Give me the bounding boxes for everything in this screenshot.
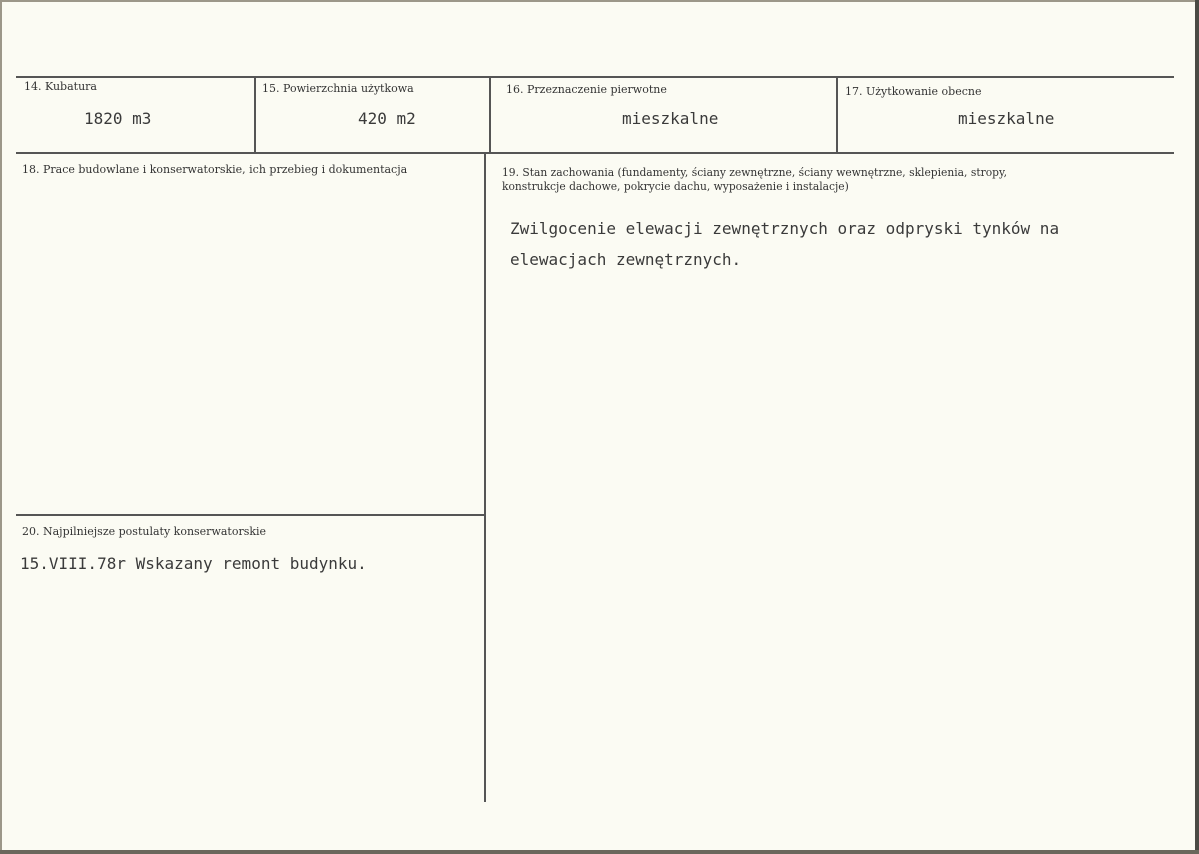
top-rule: [16, 76, 1174, 78]
uzytkowanie-value: mieszkalne: [958, 109, 1055, 128]
uzytkowanie-label: 17. Użytkowanie obecne: [845, 85, 982, 98]
divider-15-16: [489, 78, 491, 152]
card-edge-bottom: [0, 850, 1199, 854]
postulaty-text: 15.VIII.78r Wskazany remont budynku.: [20, 554, 367, 573]
card-edge-right: [1195, 0, 1199, 854]
divider-16-17: [836, 78, 838, 152]
stan-label-line1: 19. Stan zachowania (fundamenty, ściany zewnętrzne, ściany wewnętrzne, sklepienia, stropy,: [502, 166, 1008, 179]
kubatura-label: 14. Kubatura: [24, 80, 97, 93]
section-rule: [16, 514, 486, 516]
kubatura-value: 1820 m3: [84, 109, 152, 128]
row-rule: [16, 152, 1174, 154]
postulaty-label: 20. Najpilniejsze postulaty konserwatorskie: [22, 525, 267, 538]
powierzchnia-value: 420 m2: [358, 109, 416, 128]
record-card: [2, 2, 1195, 850]
prace-label: 18. Prace budowlane i konserwatorskie, ich przebieg i dokumentacja: [22, 163, 408, 176]
divider-14-15: [254, 78, 256, 152]
przeznaczenie-label: 16. Przeznaczenie pierwotne: [506, 83, 667, 96]
stan-label-line2: konstrukcje dachowe, pokrycie dachu, wyposażenie i instalacje): [502, 180, 849, 193]
stan-text-line1: Zwilgocenie elewacji zewnętrznych oraz odpryski tynków na: [510, 219, 1060, 238]
przeznaczenie-value: mieszkalne: [622, 109, 719, 128]
divider-left-right: [484, 154, 486, 802]
powierzchnia-label: 15. Powierzchnia użytkowa: [262, 82, 414, 95]
stan-text-line2: elewacjach zewnętrznych.: [510, 250, 742, 269]
